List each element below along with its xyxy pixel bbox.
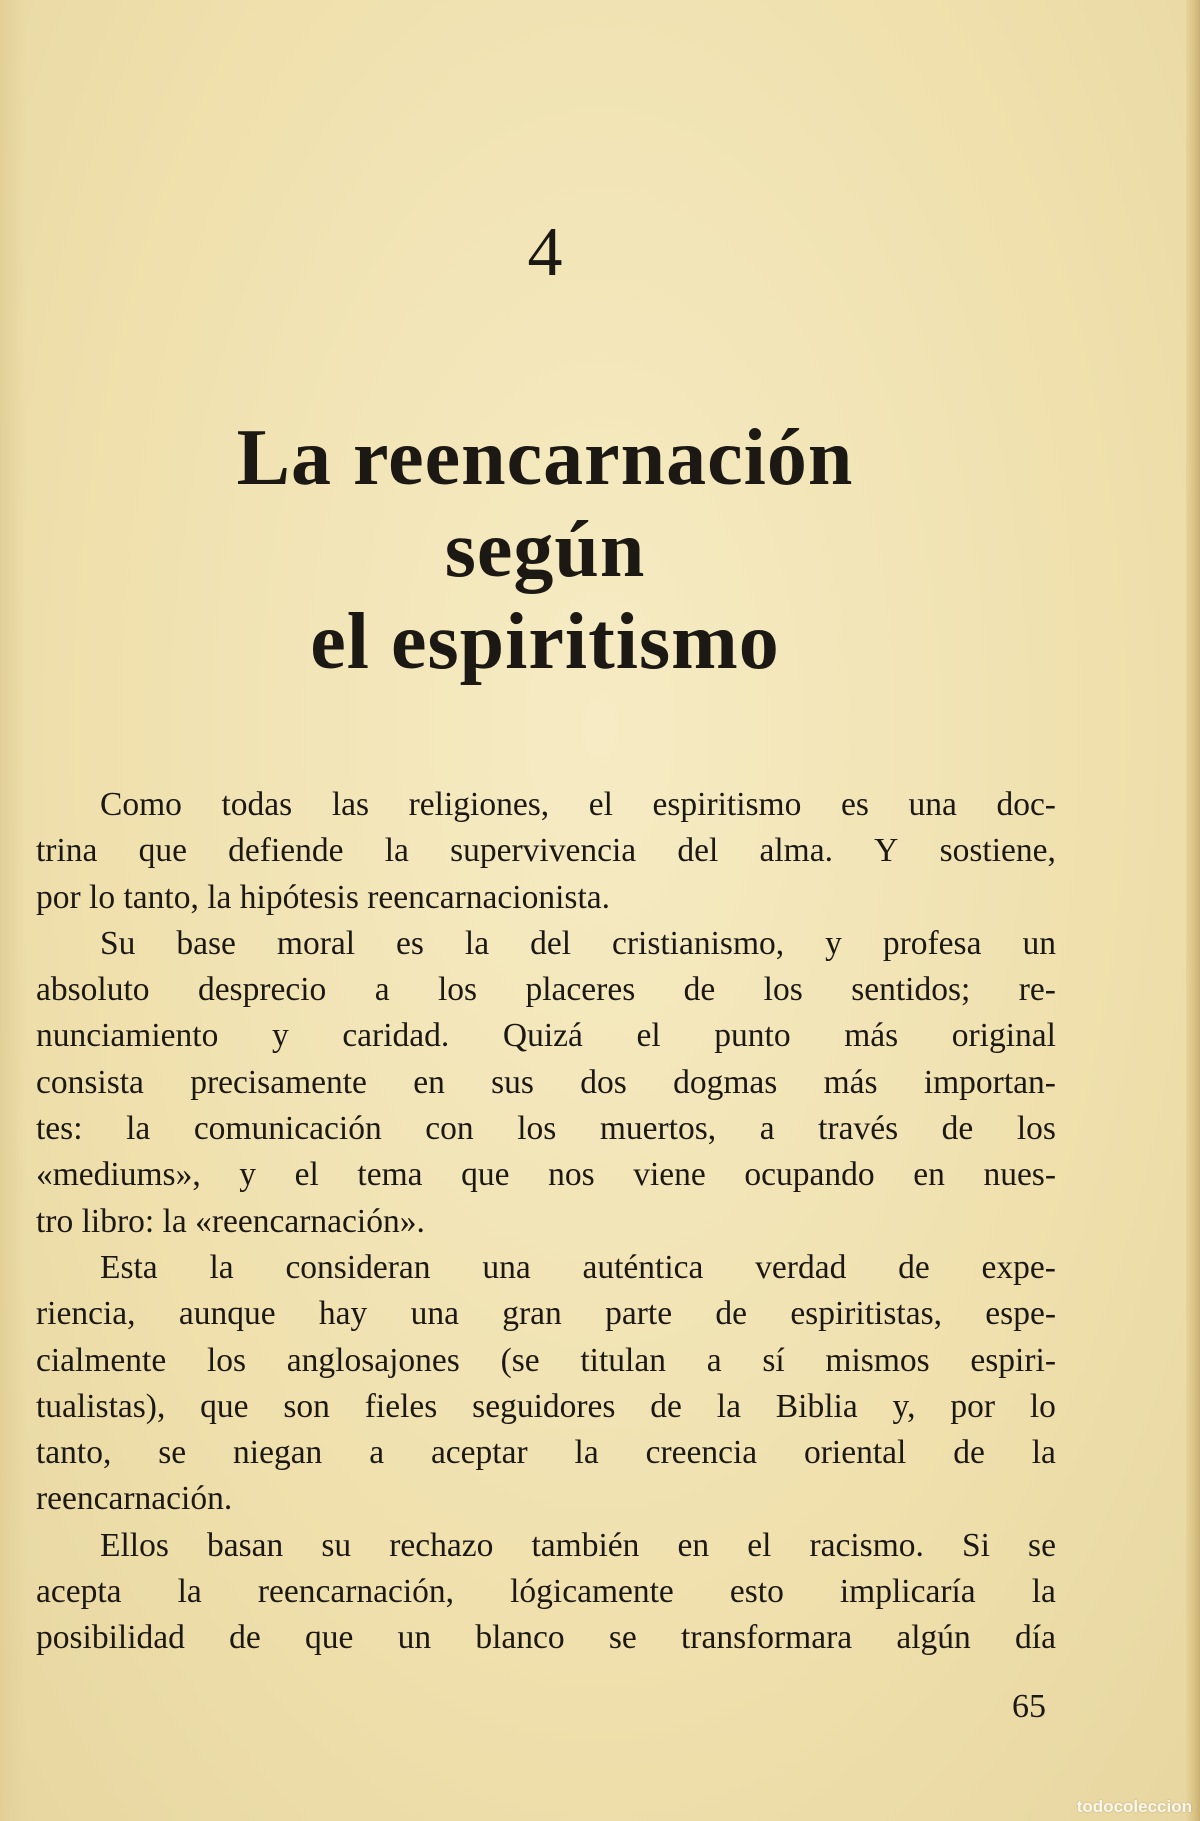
watermark: todocoleccion [1076,1797,1192,1816]
text-line: tanto, se niegan a aceptar la creencia oriental de la [36,1434,1056,1472]
text-line: reencarnación. [36,1480,233,1518]
text-line: por lo tanto, la hipótesis reencarnacionista. [36,878,610,916]
text-line: tes: la comunicación con los muertos, a través de los [36,1110,1056,1148]
text-line: nunciamiento y caridad. Quizá el punto más original [36,1017,1056,1055]
chapter-title [0,412,1090,688]
chapter-title-line-2: según [444,506,646,594]
text-line: riencia, aunque hay una gran parte de espiritistas, espe- [36,1295,1056,1333]
text-line: tualistas), que son fieles seguidores de la Biblia y, por lo [36,1387,1056,1425]
text-line: absoluto desprecio a los placeres de los sentidos; re- [36,971,1056,1009]
text-line: Su base moral es la del cristianismo, y profesa un [100,924,1056,962]
page-right-edge [1186,0,1200,1821]
text-line: Esta la consideran una auténtica verdad de expe- [100,1248,1056,1286]
text-line: posibilidad de que un blanco se transformara algún día [36,1619,1056,1657]
text-line: acepta la reencarnación, lógicamente esto implicaría la [36,1573,1056,1611]
text-line: Como todas las religiones, el espiritismo es una doc- [100,786,1056,823]
page-number: 65 [1012,1688,1046,1725]
text-line: «mediums», y el tema que nos viene ocupando en nues- [36,1156,1056,1194]
text-line: Ellos basan su rechazo también en el racismo. Si se [100,1526,1056,1564]
body-text [36,782,1056,1662]
chapter-title-line-1: La reencarnación [236,414,854,502]
text-line: cialmente los anglosajones (se titulan a sí mismos espiri- [36,1341,1056,1379]
text-line: consista precisamente en sus dos dogmas más importan- [36,1063,1056,1101]
text-line: trina que defiende la supervivencia del alma. Y sostiene, [36,832,1056,870]
chapter-number: 4 [527,214,563,291]
text-line: tro libro: la «reencarnación». [36,1202,425,1240]
chapter-title-line-3: el espiritismo [310,598,780,686]
